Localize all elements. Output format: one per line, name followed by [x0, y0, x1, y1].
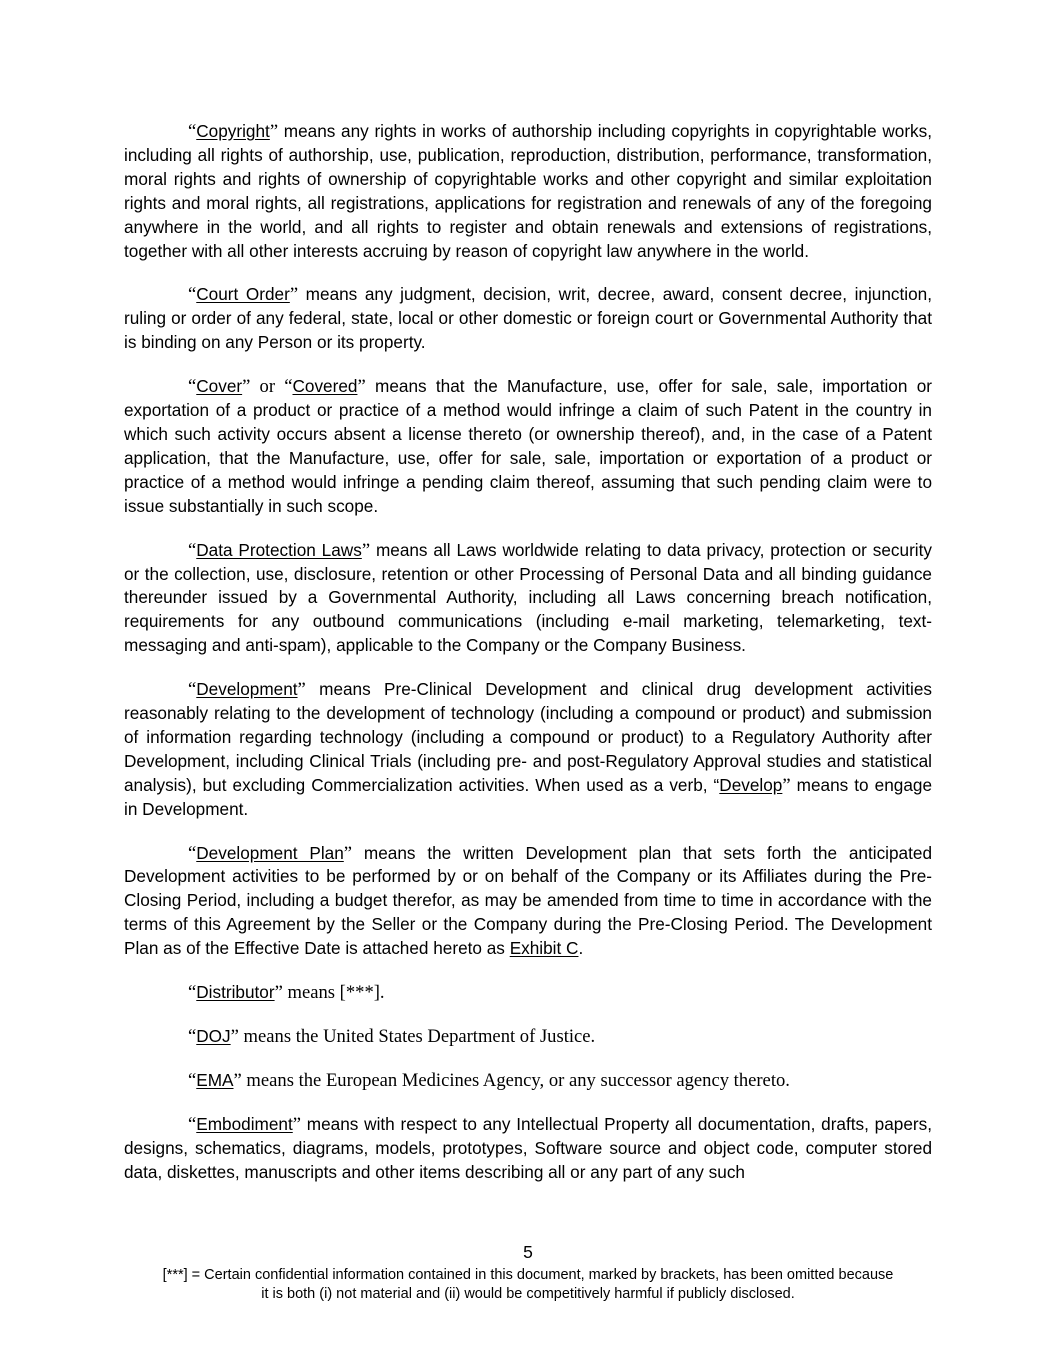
close-quote: ” — [242, 376, 251, 398]
definition-text: means that the Manufacture, use, offer for sale, sale, importation or exportation of a product or practice of a method would infringe a claim of such Patent in the country in which such activity occurs absent a license thereto (or ownership thereof), and, in the case of a Patent application, that the Manufacture, use, offer for sale, sale, importation or exportation of a product or practice of a method would infringe a pending claim thereof, assuming that such pending claim were to issue substantially in such scope. — [124, 376, 933, 516]
close-quote: ” — [297, 679, 306, 701]
definition-text: means any judgment, decision, writ, decree, award, consent decree, injunction, ruling or order of any federal, state, local or other domestic or foreign court or Governmental Authority that is binding on any Person or its property. — [124, 284, 932, 353]
definition-text: means [***]. — [282, 982, 385, 1004]
close-quote: ” — [230, 1026, 239, 1047]
definition-doj — [124, 1025, 932, 1049]
definition-text: means with respect to any Intellectual Property all documentation, drafts, papers, designs, schematics, diagrams, models, prototypes, Software source and object code, computer stored data, diskettes, manuscripts and other items describing all or any part of any such — [124, 1113, 932, 1182]
defined-term-alt: Covered — [292, 376, 358, 397]
close-quote: ” — [289, 284, 299, 306]
confidentiality-note-line-1: [***] = Certain confidential information contained in this document, marked by brackets, has been omitted because — [162, 1267, 894, 1283]
defined-term: DOJ — [196, 1026, 231, 1046]
definition-ema — [124, 1069, 932, 1093]
definition-text-tail: . — [578, 938, 584, 959]
definition-text: means all Laws worldwide relating to data privacy, protection or security or the collection, use, disclosure, retention or other Processing of Personal Data and all binding guidance thereunder issued by a Governmental Authority, including all Laws concerning breach notification, requirements for any outbound communications (including e-mail marketing, telemarketing, text-messaging and anti-spam), applicable to the Company or the Company Business. — [124, 539, 932, 656]
defined-term: EMA — [196, 1069, 234, 1090]
defined-term: Cover — [196, 376, 243, 397]
open-quote: “ — [188, 376, 197, 398]
close-quote: ” — [269, 121, 279, 142]
definition-copyright — [124, 120, 932, 263]
open-quote: “ — [188, 842, 197, 864]
confidentiality-note — [124, 1266, 932, 1304]
open-quote: “ — [188, 284, 197, 306]
close-quote: ” — [782, 774, 791, 796]
close-quote: ” — [343, 842, 353, 864]
definition-court-order — [124, 283, 932, 355]
definition-development — [124, 678, 932, 821]
page-number: 5 — [523, 1242, 533, 1262]
open-quote: “ — [188, 539, 197, 561]
open-quote: “ — [188, 121, 197, 142]
defined-term: Embodiment — [196, 1113, 293, 1134]
definition-text: means the European Medicines Agency, or any successor agency thereto. — [241, 1069, 790, 1091]
confidentiality-note-line-2: it is both (i) not material and (ii) would be competitively harmful if publicly disclosed. — [261, 1286, 795, 1302]
open-quote: “ — [188, 1113, 197, 1135]
defined-term: Court Order — [196, 284, 290, 305]
definition-text-tail: means to engage in Development. — [124, 774, 932, 819]
document-body — [124, 120, 932, 1205]
definition-cover — [124, 375, 932, 518]
close-quote: ” — [233, 1069, 242, 1091]
open-quote: “ — [188, 982, 197, 1004]
defined-term: Data Protection Laws — [196, 539, 362, 560]
definition-development-plan — [124, 842, 932, 962]
open-quote: “ — [188, 679, 197, 701]
defined-term: Distributor — [196, 982, 275, 1003]
definition-embodiment — [124, 1113, 932, 1185]
page-footer — [124, 1240, 932, 1304]
definition-distributor — [124, 981, 932, 1005]
close-quote: ” — [361, 539, 371, 561]
open-quote: “ — [188, 1026, 197, 1047]
defined-term: Development — [196, 679, 298, 700]
defined-term: Copyright — [196, 121, 270, 141]
defined-term: Development Plan — [196, 842, 344, 863]
definition-text: means the written Development plan that sets forth the anticipated Development activities to be performed by or on behalf of the Company or its Affiliates during the Pre-Closing Period, including a budget therefor, as may be amended from time to time in accordance with the terms of this Agreement by the Seller or the Company during the Pre-Closing Period. The Development Plan as of the Effective Date is attached hereto as — [124, 842, 933, 959]
definition-data-protection-laws — [124, 539, 932, 659]
close-quote: ” — [274, 982, 283, 1004]
open-quote: “ — [188, 1069, 197, 1091]
connector-text: or “ — [250, 376, 293, 398]
exhibit-reference: Exhibit C — [509, 938, 579, 959]
definition-text: means any rights in works of authorship including copyrights in copyrightable works, including all rights of authorship, use, publication, reproduction, distribution, performance, transformation, moral rights and rights of ownership of copyrightable works and other copyright and similar exploitation rights and moral rights, all registrations, applications for registration and renewals of any of the foregoing anywhere in the world, and all rights to register and obtain renewals and extensions of registrations, together with all other interests accruing by reason of copyright law anywhere in the world. — [124, 121, 932, 261]
definition-text: means the United States Department of Justice. — [238, 1026, 596, 1047]
defined-term-verb: Develop — [719, 774, 783, 795]
close-quote: ” — [357, 376, 366, 398]
close-quote: ” — [292, 1113, 302, 1135]
definition-text: means Pre-Clinical Development and clinical drug development activities reasonably relating to the development of technology (including a compound or product) and submission of information regarding technology (including a compound or product) to a Regulatory Authority after Development, including Clinical Trials (including pre- and post-Regulatory Approval studies and statistical analysis), but excluding Commercialization activities. When used as a verb, “ — [124, 679, 932, 795]
